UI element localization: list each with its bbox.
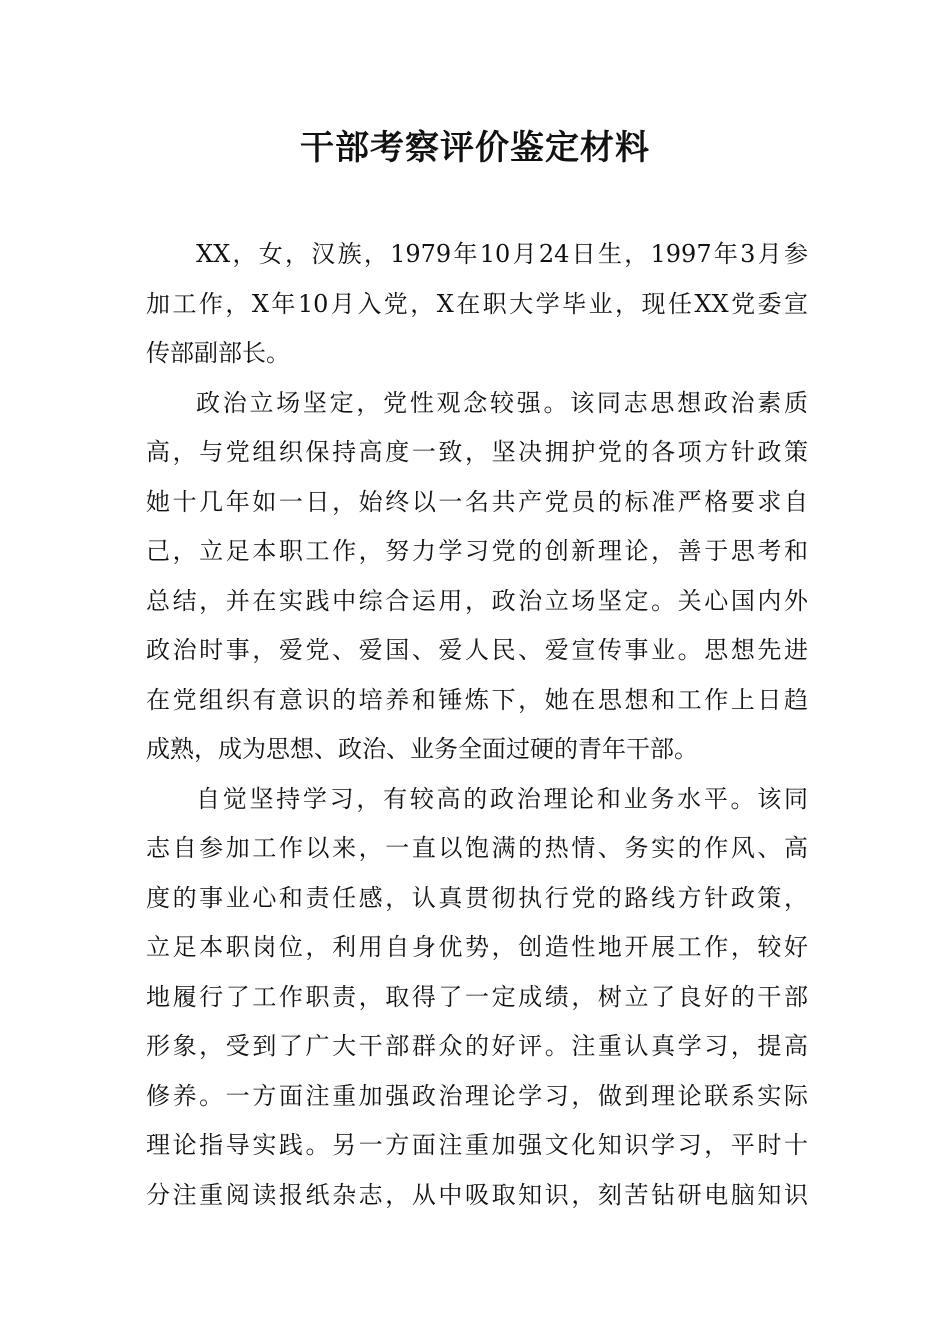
text-line: 地履行了工作职责，取得了一定成绩，树立了良好的干部 (146, 982, 808, 1011)
text-line: 自觉坚持学习，有较高的政治理论和业务水平。该同 (196, 784, 808, 813)
text-line: 形象，受到了广大干部群众的好评。注重认真学习，提高 (146, 1032, 808, 1060)
text-line: 志自参加工作以来，一直以饱满的热情、务实的作风、高 (146, 834, 808, 862)
text-line: 成熟，成为思想、政治、业务全面过硬的青年干部。 (146, 735, 698, 763)
text-line: 总结，并在实践中综合运用，政治立场坚定。关心国内外 (146, 586, 808, 615)
text-line: 政治立场坚定，党性观念较强。该同志思想政治素质 (196, 388, 808, 417)
text-line: 分注重阅读报纸杂志，从中吸取知识，刻苦钻研电脑知识 (146, 1180, 808, 1209)
text-line: XX，女，汉族，1979年10月24日生，1997年3月参 (196, 240, 808, 268)
paragraph-political-stance (146, 379, 808, 775)
text-line: 传部副部长。 (146, 339, 290, 367)
text-line: 己，立足本职工作，努力学习党的创新理论，善于思考和 (146, 537, 808, 565)
paragraph-study (146, 775, 808, 1221)
text-line: 加工作，X年10月入党，X在职大学毕业，现任XX党委宣 (146, 289, 808, 318)
document-body (146, 230, 808, 1220)
text-line: 立足本职岗位，利用自身优势，创造性地开展工作，较好 (146, 933, 808, 961)
text-line: 她十几年如一日，始终以一名共产党员的标准严格要求自 (146, 487, 808, 516)
text-line: 理论指导实践。另一方面注重加强文化知识学习，平时十 (146, 1131, 808, 1159)
document-title: 干部考察评价鉴定材料 (300, 128, 650, 168)
text-line: 政治时事，爱党、爱国、爱人民、爱宣传事业。思想先进 (146, 636, 808, 664)
paragraph-basic-info (146, 230, 808, 379)
text-line: 高，与党组织保持高度一致，坚决拥护党的各项方针政策 (146, 438, 808, 466)
text-line: 修养。一方面注重加强政治理论学习，做到理论联系实际 (146, 1081, 808, 1110)
text-line: 在党组织有意识的培养和锤炼下，她在思想和工作上日趋 (146, 685, 808, 714)
text-line: 度的事业心和责任感，认真贯彻执行党的路线方针政策， (146, 883, 808, 912)
